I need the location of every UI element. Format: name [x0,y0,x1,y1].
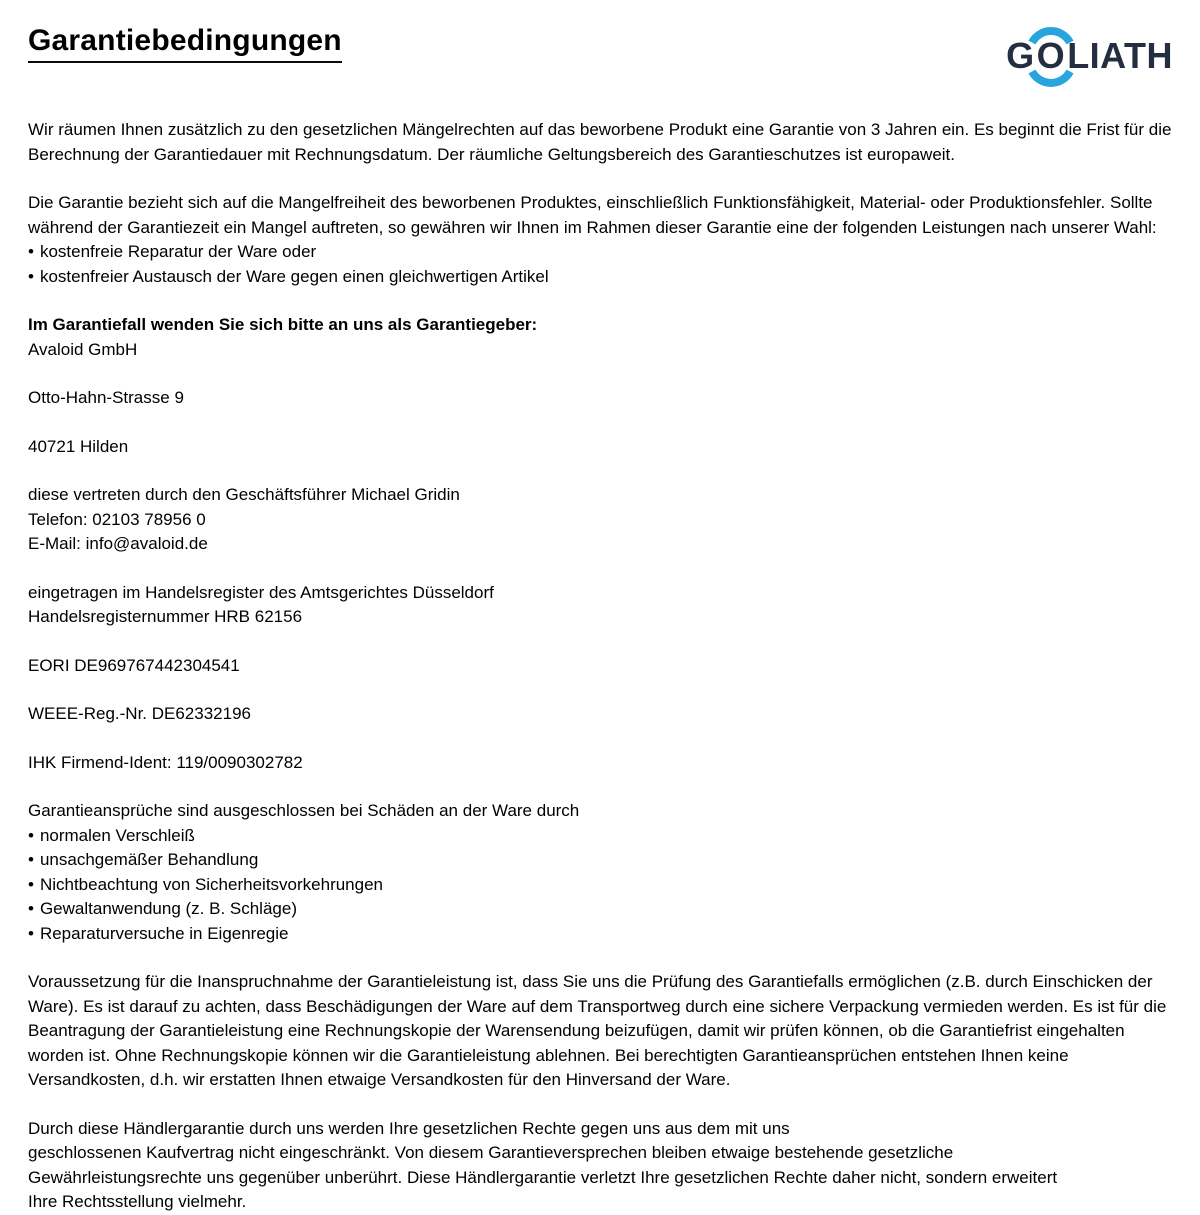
guarantor-register-court: eingetragen im Handelsregister des Amtsgerichtes Düsseldorf [28,582,494,602]
logo-letter-o: O [1036,35,1066,76]
exclusions-intro: Garantieansprüche sind ausgeschlossen bei Schäden an der Ware durch [28,801,580,820]
exclusion-bullet-item [28,848,1173,873]
conditions-paragraph: Voraussetzung für die Inanspruchnahme der Garantieleistung ist, dass Sie uns die Prüfung des Garantiefalls ermöglichen (z.B. durch Einschicken der Ware). Es ist darauf zu achten, dass Beschädigungen der Ware auf dem Transportweg durch eine sichere Verpackung vermieden werden. Es ist für die Beantragung der Garantieleistung eine Rechnungskopie der Warensendung beizufügen, damit wir prüfen können, ob die Garantiefrist eingehalten worden ist. Ohne Rechnungskopie können wir die Garantieleistung ablehnen. Bei berechtigten Garantieansprüchen entstehen Ihnen keine Versandkosten, d.h. wir erstatten Ihnen etwaige Versandkosten für den Hinversand der Ware. [28,972,1167,1089]
legal-line-1: Durch diese Händlergarantie durch uns werden Ihre gesetzlichen Rechte gegen uns aus dem mit uns [28,1118,790,1138]
logo-letters-liath: LIATH [1067,35,1173,76]
exclusion-bullet-item [28,922,1173,947]
scope-bullet-1-text: kostenfreie Reparatur der Ware oder [39,242,317,261]
document-body [28,118,1173,1215]
bullet-icon: • [28,874,34,894]
legal-line-2: geschlossenen Kaufvertrag nicht eingeschränkt. Von diesem Garantieversprechen bleiben etwaige bestehende gesetzliche [28,1143,954,1162]
guarantor-email: E-Mail: info@avaloid.de [28,534,208,553]
page-title-text: Garantiebedingungen [28,24,342,63]
exclusion-bullet-5-text: Reparaturversuche in Eigenregie [39,923,289,943]
exclusion-bullet-item [28,873,1173,898]
exclusions-section [28,799,1173,946]
legal-line-3: Gewährleistungsrechte uns gegenüber unberührt. Diese Händlergarantie verletzt Ihre gesetzlichen Rechte daher nicht, sondern erweitert [28,1167,1058,1187]
exclusion-bullet-item [28,897,1173,922]
exclusion-bullet-4-text: Gewaltanwendung (z. B. Schläge) [39,899,297,918]
bullet-icon: • [28,923,34,943]
guarantor-street: Otto-Hahn-Strasse 9 [28,388,184,407]
document-header [28,20,1173,94]
exclusion-bullet-1-text: normalen Verschleiß [39,825,195,845]
exclusion-bullet-2-text: unsachgemäßer Behandlung [39,850,259,869]
intro-paragraph: Wir räumen Ihnen zusätzlich zu den gesetzlichen Mängelrechten auf das beworbene Produkt eine Garantie von 3 Jahren ein. Es beginnt die Frist für die Berechnung der Garantiedauer mit Rechnungsdatum. Der räumliche Geltungsbereich des Garantieschutzes ist europaweit. [28,120,1172,164]
bullet-icon: • [28,825,34,845]
logo-arc-bottom-icon [1028,71,1074,84]
bullet-icon: • [28,850,34,869]
guarantor-city: 40721 Hilden [28,436,129,456]
guarantor-ihk: IHK Firmend-Ident: 119/0090302782 [28,752,303,772]
scope-bullet-item [28,240,1173,265]
guarantor-heading: Im Garantiefall wenden Sie sich bitte an uns als Garantiegeber: [28,315,538,334]
guarantor-eori: EORI DE969767442304541 [28,655,240,675]
scope-bullet-2-text: kostenfreier Austausch der Ware gegen einen gleichwertigen Artikel [39,266,549,286]
exclusion-bullet-3-text: Nichtbeachtung von Sicherheitsvorkehrungen [39,874,383,894]
logo-letter-g: G [1006,35,1035,76]
legal-section [28,1117,1173,1215]
guarantor-weee: WEEE-Reg.-Nr. DE62332196 [28,704,251,723]
scope-paragraph: Die Garantie bezieht sich auf die Mangelfreiheit des beworbenen Produktes, einschließlich Funktionsfähigkeit, Material- oder Produktionsfehler. Sollte während der Garantiezeit ein Mangel auftreten, so gewähren wir Ihnen im Rahmen dieser Garantie eine der folgenden Leistungen nach unserer Wahl: [28,193,1157,237]
page-title [28,20,1173,63]
guarantor-phone: Telefon: 02103 78956 0 [28,509,206,529]
bullet-icon: • [28,899,34,918]
goliath-logo [1006,26,1173,74]
logo-arc-top-icon [1028,30,1074,43]
scope-bullet-item [28,265,1173,290]
bullet-icon: • [28,242,34,261]
exclusion-bullet-item [28,824,1173,849]
bullet-icon: • [28,266,34,286]
guarantor-register-number: Handelsregisternummer HRB 62156 [28,607,303,626]
legal-line-4: Ihre Rechtsstellung vielmehr. [28,1192,247,1211]
guarantor-representative: diese vertreten durch den Geschäftsführer Michael Gridin [28,485,460,504]
guarantor-company: Avaloid GmbH [28,339,138,359]
guarantor-section [28,313,1173,775]
scope-section [28,191,1173,289]
logo-o-with-arcs [1035,35,1068,76]
